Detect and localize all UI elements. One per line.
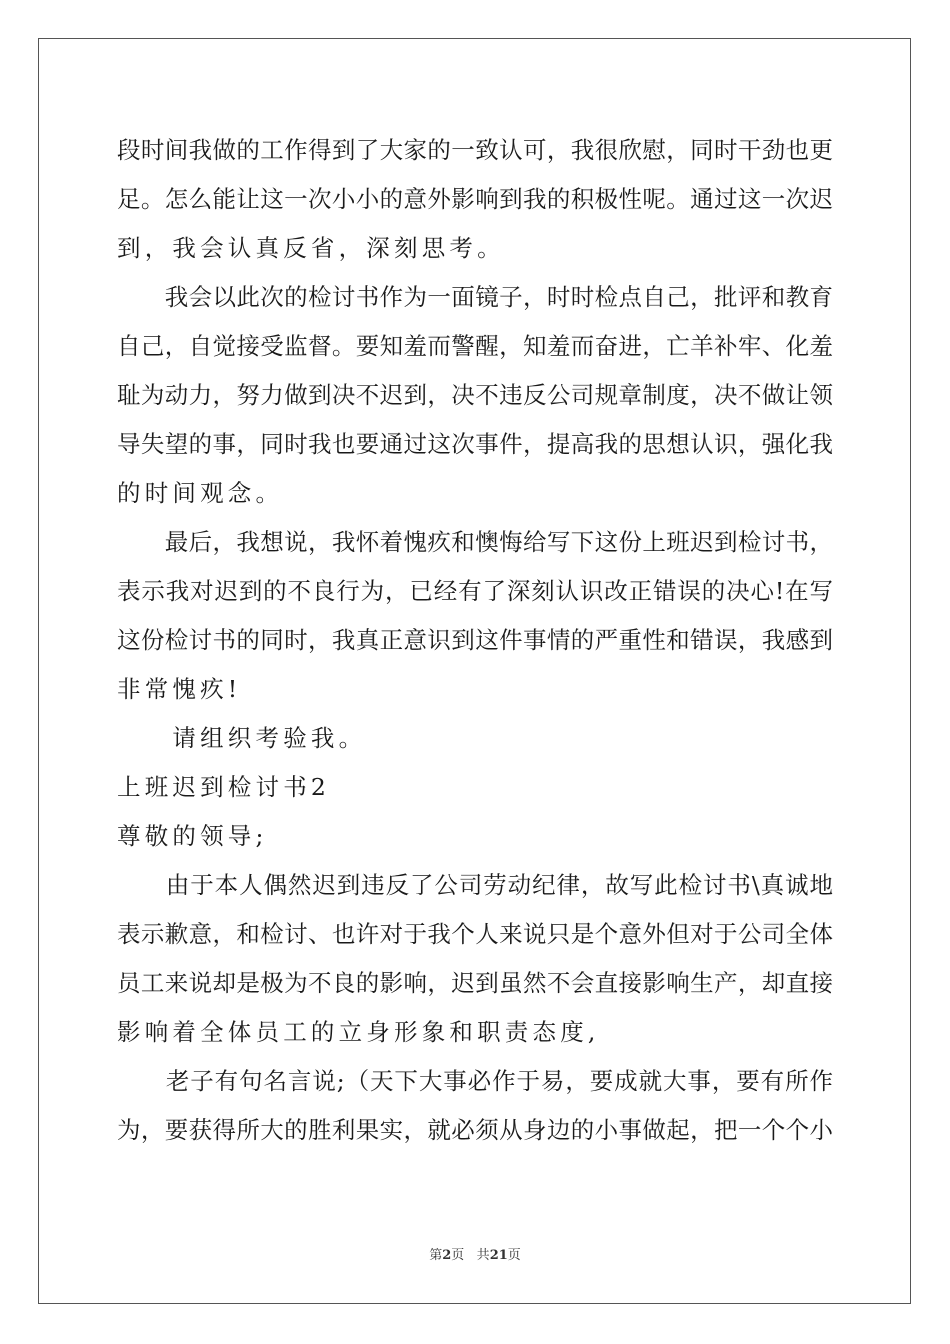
text-line: 到，我会认真反省，深刻思考。 [117,234,505,262]
text-line: 影响着全体员工的立身形象和职责态度, [117,1018,600,1046]
text-line: 请组织考验我。 [117,724,367,752]
section-heading: 上班迟到检讨书2 [117,773,331,801]
total-suffix: 页 [507,1248,521,1263]
text-line: 为，要获得所大的胜利果实，就必须从身边的小事做起，把一个个小 [117,1116,833,1144]
text-line: 表示我对迟到的不良行为，已经有了深刻认识改正错误的决心!在写 [117,577,833,605]
text-line: 的时间观念。 [117,479,284,507]
text-line: 这份检讨书的同时，我真正意识到这件事情的严重性和错误，我感到 [117,626,833,654]
text-line: 非常愧疚! [117,675,242,703]
document-body [117,126,833,1155]
text-line: 自己，自觉接受监督。要知羞而警醒，知羞而奋进，亡羊补牢、化羞 [117,332,833,360]
page-prefix: 第 [429,1248,443,1263]
text-line: 老子有句名言说;（天下大事必作于易，要成就大事，要有所作 [117,1067,833,1095]
text-line: 段时间我做的工作得到了大家的一致认可，我很欣慰，同时干劲也更 [117,136,833,164]
text-line: 导失望的事，同时我也要通过这次事件，提高我的思想认识，强化我 [117,430,833,458]
text-line: 员工来说却是极为不良的影响，迟到虽然不会直接影响生产，却直接 [117,969,833,997]
text-line: 表示歉意，和检讨、也许对于我个人来说只是个意外但对于公司全体 [117,920,833,948]
page-footer [0,1248,950,1264]
text-line: 最后，我想说，我怀着愧疚和懊悔给写下这份上班迟到检讨书， [117,528,833,556]
text-line: 我会以此次的检讨书作为一面镜子，时时检点自己，批评和教育 [117,283,833,311]
text-line: 足。怎么能让这一次小小的意外影响到我的积极性呢。通过这一次迟 [117,185,833,213]
salutation: 尊敬的领导; [117,822,268,850]
page-suffix: 页 [451,1248,465,1263]
total-pages: 21 [489,1248,508,1263]
page-number: 2 [442,1248,452,1263]
text-line: 由于本人偶然迟到违反了公司劳动纪律，故写此检讨书\真诚地 [117,871,833,899]
text-line: 耻为动力，努力做到决不迟到，决不违反公司规章制度，决不做让领 [117,381,833,409]
total-prefix: 共 [476,1248,490,1263]
